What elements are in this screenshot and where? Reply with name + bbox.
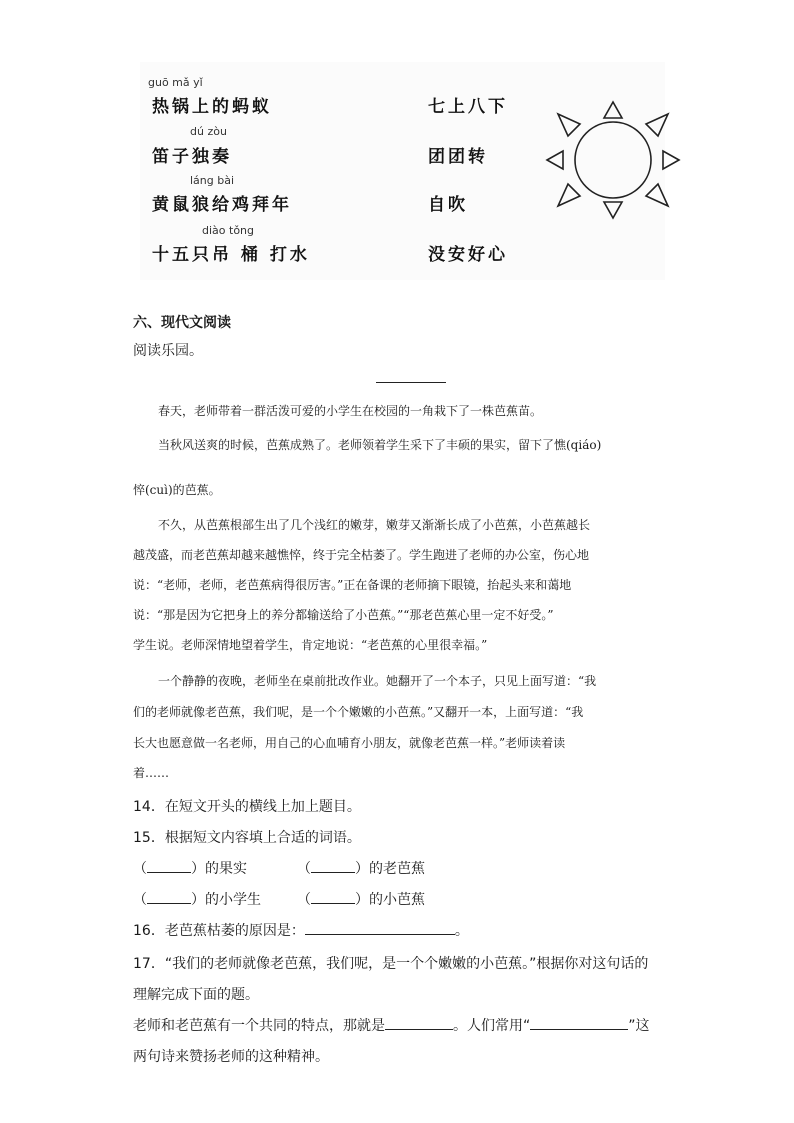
pinyin-4: diào tǒng bbox=[202, 224, 255, 237]
title-blank[interactable] bbox=[376, 382, 446, 383]
idiom-left-2: 笛子独奏 bbox=[152, 147, 232, 167]
pinyin-2: dú zòu bbox=[190, 125, 227, 138]
idiom-left-1: 热锅上的蚂蚁 bbox=[152, 97, 272, 117]
question-17-line1: 17．“我们的老师就像老芭蕉，我们呢，是一个个嫩嫩的小芭蕉。”根据你对这句话的 bbox=[133, 956, 649, 972]
q17-blank-1[interactable] bbox=[385, 1015, 453, 1030]
q15-item-4: （ ）的小芭蕉 bbox=[297, 889, 425, 909]
q15-blank-4[interactable] bbox=[311, 889, 355, 904]
passage-p2-line1: 当秋风送爽的时候，芭蕉成熟了。老师领着学生采下了丰硕的果实，留下了憔(qiáo) bbox=[158, 438, 602, 452]
q15-blank-2[interactable] bbox=[311, 858, 355, 873]
pinyin-3: láng bài bbox=[190, 174, 235, 187]
idiom-right-2: 团团转 bbox=[428, 147, 488, 167]
question-17-line2: 理解完成下面的题。 bbox=[133, 987, 259, 1003]
section-intro: 阅读乐园。 bbox=[133, 343, 203, 359]
question-17-line4: 两句诗来赞扬老师的这种精神。 bbox=[133, 1049, 329, 1065]
q15-blank-3[interactable] bbox=[147, 889, 191, 904]
q15-item-3: （ ）的小学生 bbox=[133, 889, 261, 909]
idiom-left-4: 十五只吊 桶 打水 bbox=[152, 245, 310, 265]
passage-p3-line5: 学生说。老师深情地望着学生，肯定地说：“老芭蕉的心里很幸福。” bbox=[133, 638, 488, 652]
passage-p4-line4: 着…… bbox=[133, 766, 170, 780]
passage-p4-line1: 一个静静的夜晚，老师坐在桌前批改作业。她翻开了一个本子，只见上面写道：“我 bbox=[158, 674, 597, 688]
q17-blank-2[interactable] bbox=[530, 1015, 628, 1030]
idiom-left-3: 黄鼠狼给鸡拜年 bbox=[152, 195, 292, 215]
passage-p3-line2: 越茂盛，而老芭蕉却越来越憔悴，终于完全枯萎了。学生跑进了老师的办公室，伤心地 bbox=[133, 548, 590, 562]
pinyin-1: guō mǎ yǐ bbox=[148, 76, 203, 89]
question-14: 14．在短文开头的横线上加上题目。 bbox=[133, 799, 361, 815]
passage-p3-line4: 说：“那是因为它把身上的养分都输送给了小芭蕉。”“那老芭蕉心里一定不好受。” bbox=[133, 608, 554, 622]
question-16: 16．老芭蕉枯萎的原因是： 。 bbox=[133, 920, 469, 940]
passage-p4-line3: 长大也愿意做一名老师，用自己的心血哺育小朋友，就像老芭蕉一样。”老师读着读 bbox=[133, 736, 566, 750]
passage-p4-line2: 们的老师就像老芭蕉，我们呢，是一个个嫩嫩的小芭蕉。”又翻开一本，上面写道：“我 bbox=[133, 705, 584, 719]
idiom-right-4: 没安好心 bbox=[428, 245, 508, 265]
q15-blank-1[interactable] bbox=[147, 858, 191, 873]
q16-blank[interactable] bbox=[305, 920, 455, 935]
idiom-right-1: 七上八下 bbox=[428, 97, 508, 117]
question-17-line3: 老师和老芭蕉有一个共同的特点，那就是 。人们常用“ ”这 bbox=[133, 1015, 650, 1035]
passage-p3-line3: 说：“老师，老师，老芭蕉病得很厉害。”正在备课的老师摘下眼镜，抬起头来和蔼地 bbox=[133, 578, 572, 592]
q15-item-2: （ ）的老芭蕉 bbox=[297, 858, 425, 878]
passage-p1: 春天，老师带着一群活泼可爱的小学生在校园的一角栽下了一株芭蕉苗。 bbox=[158, 404, 543, 418]
question-15: 15．根据短文内容填上合适的词语。 bbox=[133, 830, 361, 846]
passage-p3-line1: 不久，从芭蕉根部生出了几个浅红的嫩芽，嫩芽又渐渐长成了小芭蕉，小芭蕉越长 bbox=[158, 518, 591, 532]
idiom-right-3: 自吹 bbox=[428, 195, 468, 215]
idiom-picture bbox=[140, 62, 665, 280]
section-heading: 六、现代文阅读 bbox=[133, 315, 231, 331]
q15-item-1: （ ）的果实 bbox=[133, 858, 247, 878]
sun-icon bbox=[542, 94, 684, 226]
passage-p2-line2: 悴(cuì)的芭蕉。 bbox=[133, 483, 221, 497]
